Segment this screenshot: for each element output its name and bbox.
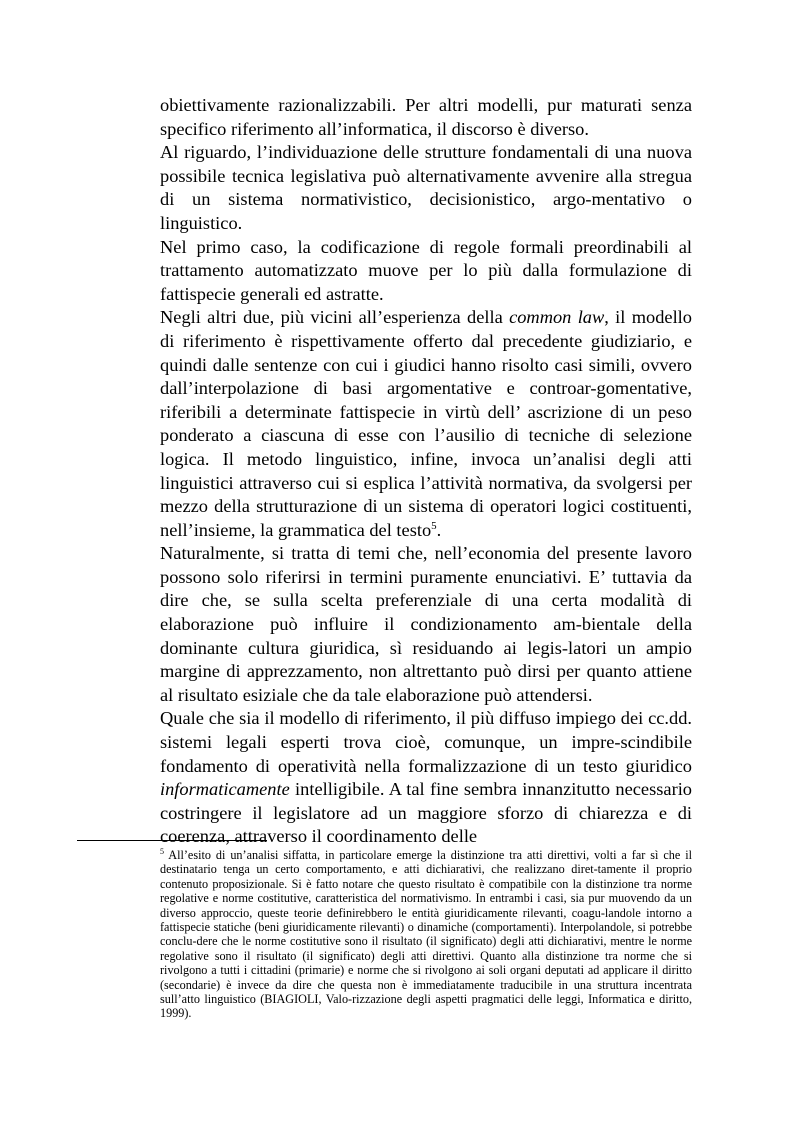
paragraph-6-text-b: intelligibile. A tal fine sembra innanzitutto necessario costringere il legislatore ad un maggiore sforzo di chiarezza e di coerenza, attraverso il coordinamento delle [160, 779, 692, 847]
paragraph-6 [160, 707, 692, 849]
footnote-separator [77, 840, 267, 841]
paragraph-1: obiettivamente razionalizzabili. Per altri modelli, pur maturati senza specifico riferimento all’informatica, il discorso è diverso. [160, 95, 692, 139]
paragraph-3: Nel primo caso, la codificazione di regole formali preordinabili al trattamento automatizzato muove per lo più dalla formulazione di fattispecie generali ed astratte. [160, 236, 692, 304]
paragraph-4 [160, 306, 692, 542]
footnote-reference[interactable]: 5 [431, 519, 437, 532]
footnote-number: 5 [160, 846, 164, 856]
paragraph-4-text-a: Negli altri due, più vicini all’esperienza della [160, 307, 510, 328]
body-text [160, 94, 692, 849]
paragraph-4-end: . [436, 519, 442, 540]
footnote-text: All’esito di un’analisi siffatta, in particolare emerge la distinzione tra atti direttivi, volti a far sì che il destinatario tenga un certo comportamento, e atti dichiarativi, che realizzano diret-tamente il proprio contenuto proposizionale. Si è fatto notare che questo risultato è compatibile con la distinzione tra norme regolative e norme costitutive, caratteristica del normativismo. In entrambi i casi, sia pur muovendo da un diverso approccio, queste teorie definirebbero le entità giuridicamente rilevanti, coagu-landole intorno a fattispecie statiche (beni giuridicamente rilevanti) o dinamiche (comportamenti). Interpolandole, si potrebbe conclu-dere che le norme costitutive sono il risultato (il significato) degli atti dichiarativi, mentre le norme regolative sono il risultato (il significato) degli atti direttivi. Quanto alla distinzione tra norme che si rivolgono a tutti i cittadini (primarie) e norme che si rivolgono ai soli organi deputati ad applicare il diritto (secondarie) è invece da dire che questa non è immediatamente traducibile in una struttura incentrata sull’atto linguistico (BIAGIOLI, Valo-rizzazione degli aspetti pragmatici delle leggi, Informatica e diritto, 1999). [160, 848, 692, 1021]
paragraph-4-text-b: , il modello di riferimento è rispettivamente offerto dal precedente giudiziario, e quindi dalle sentenze con cui i giudici hanno risolto casi simili, ovvero dall’interpolazione di basi argomentative e controar-gomentative, riferibili a determinate fattispecie in virtù dell’ ascrizione di un peso ponderato a ciascuna di esse con l’ausilio di tecniche di selezione logica. Il metodo linguistico, infine, invoca un’analisi degli atti linguistici attraverso cui si esplica l’attività normativa, da svolgersi per mezzo della strutturazione di un sistema di operatori logici costituenti, nell’insieme, la grammatica del testo [160, 307, 692, 540]
informaticamente-term: informaticamente [160, 779, 290, 800]
paragraph-5: Naturalmente, si tratta di temi che, nell’economia del presente lavoro possono solo riferirsi in termini puramente enunciativi. E’ tuttavia da dire che, se sulla scelta preferenziale di una certa modalità di elaborazione può influire il condizionamento am-bientale della dominante cultura giuridica, sì residuando ai legis-latori un ampio margine di apprezzamento, non altrettanto può dirsi per quanto attiene al risultato esiziale che da tale elaborazione può attendersi. [160, 543, 692, 705]
paragraph-2: Al riguardo, l’individuazione delle strutture fondamentali di una nuova possibile tecnica legislativa può alternativamente avvenire alla stregua di un sistema normativistico, decisionistico, argo-mentativo o linguistico. [160, 142, 692, 233]
common-law-term: common law [509, 307, 605, 328]
paragraph-6-text-a: Quale che sia il modello di riferimento, il più diffuso impiego dei cc.dd. sistemi legali esperti trova cioè, comunque, un impre-scindibile fondamento di operatività nella formalizzazione di un testo giuridico [160, 708, 692, 776]
footnote [160, 848, 692, 1021]
